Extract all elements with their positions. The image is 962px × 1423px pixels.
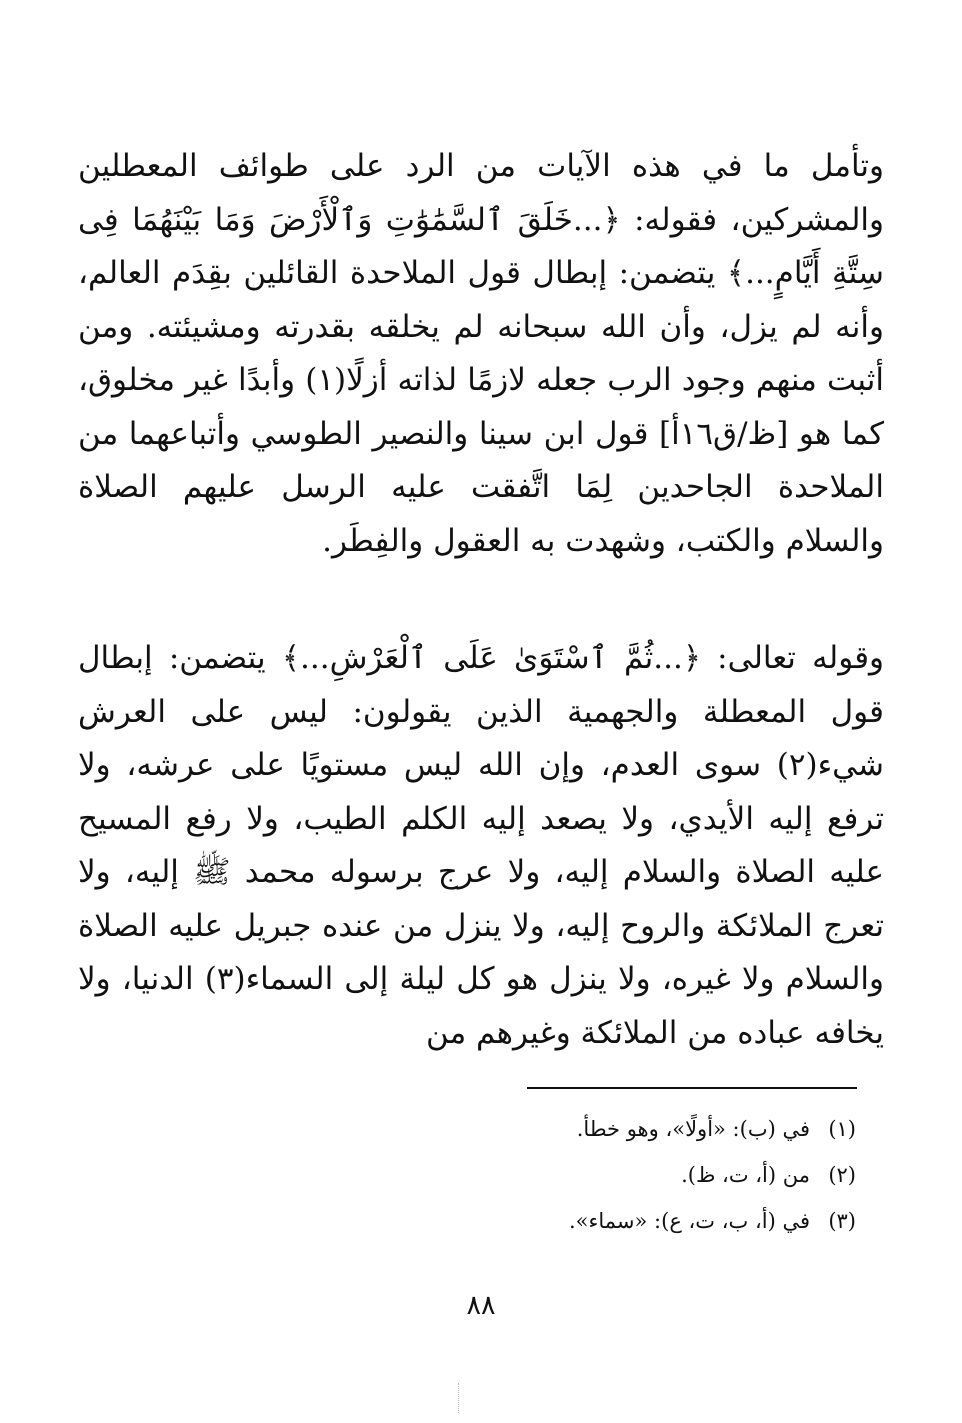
footnotes <box>356 1106 856 1244</box>
footnote-text: في (ب): «أولًا»، وهو خطأ. <box>576 1117 810 1141</box>
footnote-number: (٣) <box>828 1209 856 1233</box>
scan-artifact <box>458 1383 459 1413</box>
footnote-text: في (أ، ب، ت، ع): «سماء». <box>569 1209 810 1233</box>
footnote-text: من (أ، ت، ظ). <box>681 1163 810 1187</box>
page-number: ٨٨ <box>466 1290 496 1321</box>
footnote-2 <box>356 1152 856 1198</box>
footnote-separator <box>527 1087 857 1089</box>
footnote-3 <box>356 1198 856 1244</box>
paragraph-1: وتأمل ما في هذه الآيات من الرد على طوائف المعطلين والمشركين، فقوله: ﴿...خَلَقَ ٱلسَّمَٰوَٰتِ وَٱلْأَرْضَ وَمَا بَيْنَهُمَا فِى سِتَّةِ أَيَّامٍ...﴾ يتضمن: إبطال قول الملاحدة القائلين بقِدَم العالم، وأنه لم يزل، وأن الله سبحانه لم يخلقه بقدرته ومشيئته. ومن أثبت منهم وجود الرب جعله لازمًا لذاته أزلًا(١) وأبدًا غير مخلوق، كما هو [ظ/ق١٦أ] قول ابن سينا والنصير الطوسي وأتباعهما من الملاحدة الجاحدين لِمَا اتَّفقت عليه الرسل عليهم الصلاة والسلام والكتب، وشهدت به العقول والفِطَر. <box>78 148 885 559</box>
footnote-number: (٢) <box>828 1163 856 1187</box>
footnote-number: (١) <box>828 1117 856 1141</box>
paragraph-2: وقوله تعالى: ﴿...ثُمَّ ٱسْتَوَىٰ عَلَى ٱلْعَرْشِ...﴾ يتضمن: إبطال قول المعطلة والجهمية الذين يقولون: ليس على العرش شيء(٢) سوى العدم، وإن الله ليس مستويًا على عرشه، ولا ترفع إليه الأيدي، ولا يصعد إليه الكلم الطيب، ولا رفع المسيح عليه الصلاة والسلام إليه، ولا عرج برسوله محمد ﷺ إليه، ولا تعرج الملائكة والروح إليه، ولا ينزل من عنده جبريل عليه الصلاة والسلام ولا غيره، ولا ينزل هو كل ليلة إلى السماء(٣) الدنيا، ولا يخافه عباده من الملائكة وغيرهم من <box>78 640 884 1051</box>
footnote-1 <box>356 1106 856 1152</box>
